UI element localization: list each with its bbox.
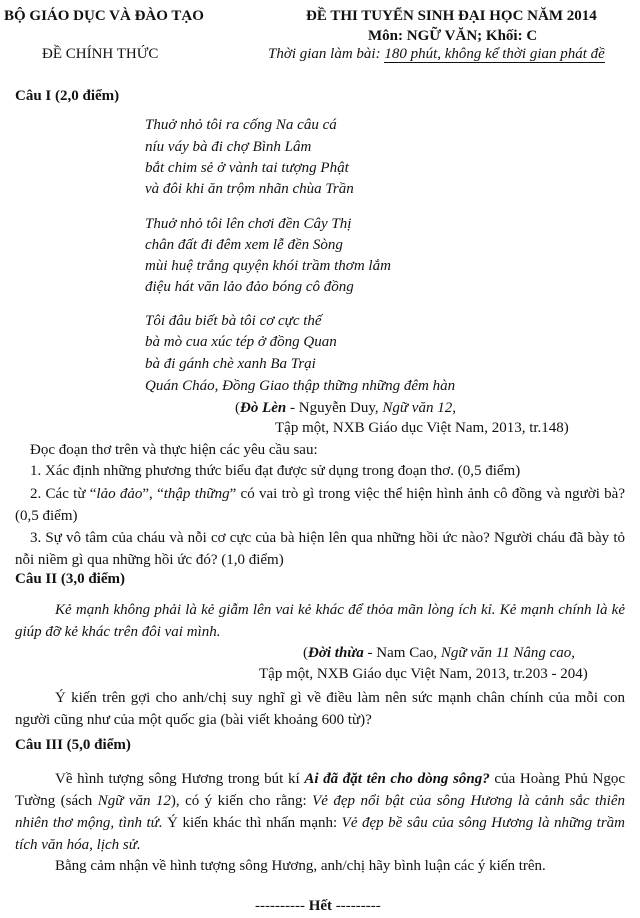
exam-title: ĐỀ THI TUYỂN SINH ĐẠI HỌC NĂM 2014 (306, 8, 597, 24)
poem-line: và đôi khi ăn trộm nhãn chùa Trần (145, 181, 354, 197)
q3-book: Ngữ văn 12 (97, 793, 171, 809)
poem-source-author: - Nguyễn Duy, (286, 400, 383, 416)
question-1-title: Câu I (2,0 điểm) (15, 88, 120, 104)
q1-item-2 (15, 483, 625, 527)
end-dashes: --------- (335, 898, 381, 914)
q1-item-2-text: 2. Các từ “ (30, 486, 97, 502)
q3-paragraph-1 (15, 768, 625, 856)
q1-intro: Đọc đoạn thơ trên và thực hiện các yêu cầu sau: (30, 442, 318, 458)
end-dashes: ---------- (255, 898, 305, 914)
q2-source-line2: Tập một, NXB Giáo dục Việt Nam, 2013, tr.203 - 204) (259, 666, 588, 682)
end-label: Hết (308, 898, 333, 914)
q2-source-line1: (Đời thừa - Nam Cao, Ngữ văn 11 Nâng cao, (303, 645, 576, 661)
poem-line: Thuở nhỏ tôi ra cống Na câu cá (145, 117, 337, 133)
q2-source-work: Đời thừa (308, 645, 364, 661)
poem-line: mùi huệ trắng quyện khói trầm thơm lắm (145, 258, 391, 274)
poem-line: bà mò cua xúc tép ở đồng Quan (145, 334, 337, 350)
poem-source-line2: Tập một, NXB Giáo dục Việt Nam, 2013, tr.148) (275, 420, 569, 436)
q2-quote: Kẻ mạnh không phải là kẻ giẫm lên vai kẻ khác để thỏa mãn lòng ích kỉ. Kẻ mạnh chính là kẻ giúp đỡ kẻ khác trên đôi vai mình. (15, 602, 625, 640)
q3-text: ), có ý kiến cho rằng: (170, 793, 313, 809)
subject-line: Môn: NGỮ VĂN; Khối: C (368, 28, 538, 44)
q2-prompt: Ý kiến trên gợi cho anh/chị suy nghĩ gì về điều làm nên sức mạnh chân chính của mỗi con người cũng như của một quốc gia (bài viết khoảng 600 từ)? (15, 690, 625, 728)
poem-line: Tôi đâu biết bà tôi cơ cực thế (145, 313, 322, 329)
end-marker (255, 898, 381, 915)
q1-item-1: 1. Xác định những phương thức biểu đạt được sử dụng trong đoạn thơ. (0,5 điểm) (30, 463, 521, 479)
q3-paragraph-2: Bằng cảm nhận về hình tượng sông Hương, anh/chị hãy bình luận các ý kiến trên. (55, 858, 546, 874)
poem-line: Thuở nhỏ tôi lên chơi đền Cây Thị (145, 216, 352, 232)
q1-item-3: 3. Sự vô tâm của cháu và nỗi cơ cực của bà hiện lên qua những hồi ức nào? Người cháu đã bày tỏ nỗi niềm gì qua những hồi ức đó? (1,0 điểm) (15, 530, 625, 568)
q1-item-2-text: ” có vai trò gì trong việc thể hiện hình ảnh cô đồng và người bà? (0,5 điểm) (15, 486, 625, 524)
time-line (268, 46, 605, 63)
q3-opinion-2: Vẻ đẹp bề sâu của sông Hương là những trầm tích văn hóa, lịch sử. (15, 815, 625, 853)
time-value: 180 phút, không kể thời gian phát đề (384, 46, 605, 62)
poem-line: níu váy bà đi chợ Bình Lâm (145, 139, 312, 155)
poem-line: bà đi gánh chè xanh Ba Trại (145, 356, 316, 372)
q1-item-2-word: thập thững (163, 486, 230, 502)
time-prefix: Thời gian làm bài: (268, 46, 385, 62)
q3-text: Ý kiến khác thì nhấn mạnh: (162, 815, 342, 831)
q3-opinion-1: Vẻ đẹp nổi bật của sông Hương là cảnh sắc thiên nhiên thơ mộng, tình tứ. (15, 793, 625, 831)
poem-line: Quán Cháo, Đồng Giao thập thững những đêm hàn (145, 378, 456, 394)
q3-text: Về hình tượng sông Hương trong bút kí (55, 771, 305, 787)
question-2-title: Câu II (3,0 điểm) (15, 571, 126, 587)
question-3-title: Câu III (5,0 điểm) (15, 737, 131, 753)
poem-line: bắt chim sẻ ở vành tai tượng Phật (145, 160, 349, 176)
q3-work-title: Ai đã đặt tên cho dòng sông? (304, 771, 490, 787)
poem-source-work: Đò Lèn (240, 400, 287, 416)
q1-item-2-sep: ”, “ (142, 486, 164, 502)
q2-source-author: - Nam Cao, (363, 645, 441, 661)
ministry-name: BỘ GIÁO DỤC VÀ ĐÀO TẠO (4, 8, 204, 24)
poem-line: điệu hát văn lảo đảo bóng cô đồng (145, 279, 354, 295)
q1-item-2-word: lảo đảo (96, 486, 143, 502)
poem-source-book: Ngữ văn 12, (382, 400, 456, 416)
q3-text: của Hoàng Phủ Ngọc Tường (sách (15, 771, 626, 809)
poem-source-line1: (Đò Lèn - Nguyễn Duy, Ngữ văn 12, (235, 400, 456, 416)
official-label: ĐỀ CHÍNH THỨC (42, 46, 159, 62)
q2-source-book: Ngữ văn 11 Nâng cao, (440, 645, 576, 661)
poem-line: chân đất đi đêm xem lễ đền Sòng (145, 237, 343, 253)
